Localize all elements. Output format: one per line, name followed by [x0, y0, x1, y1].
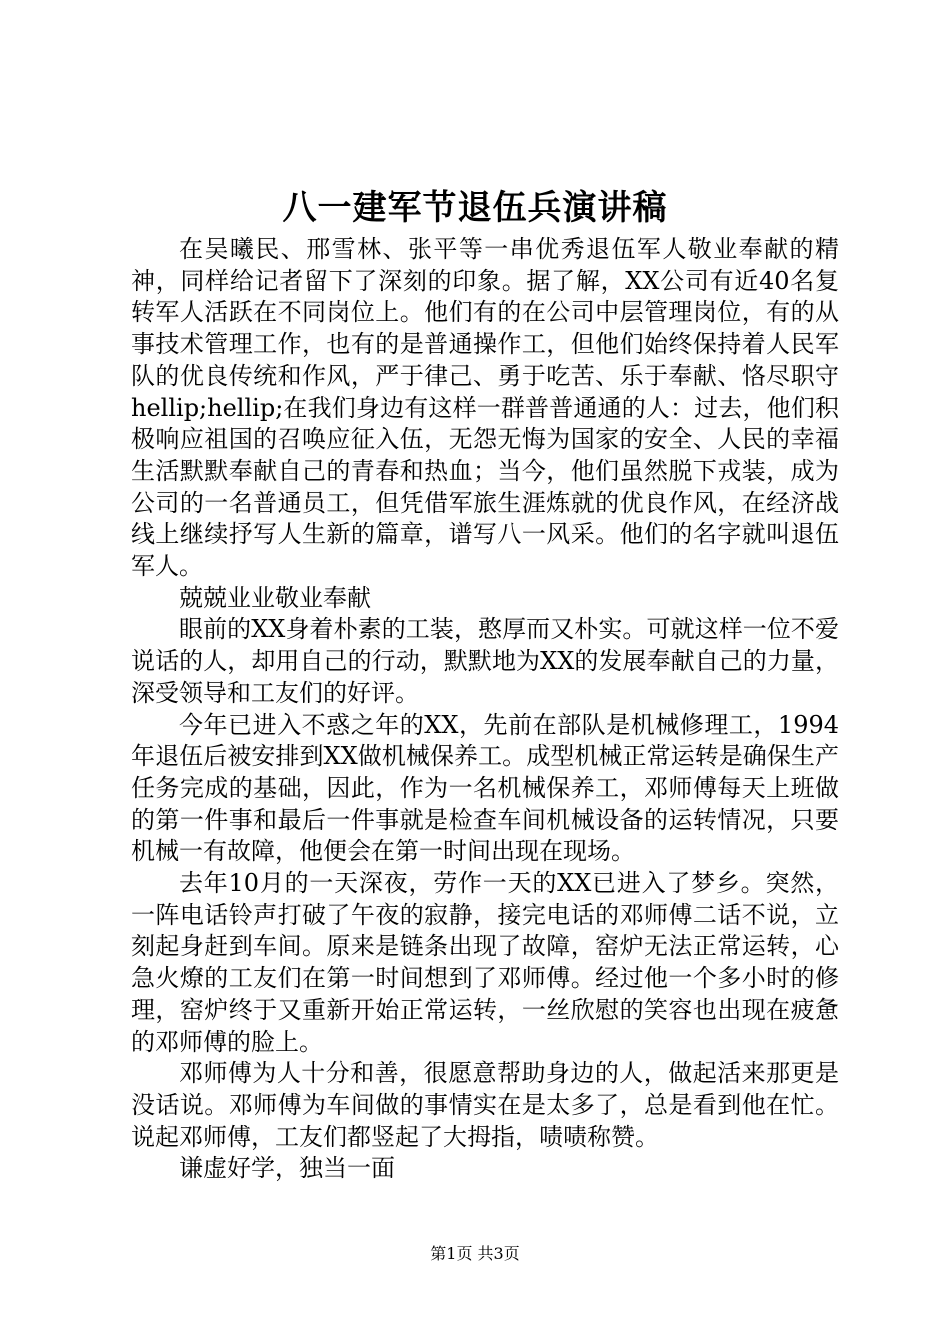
paragraph-xx-description: 眼前的XX身着朴素的工装，憨厚而又朴实。可就这样一位不爱说话的人，却用自己的行动，默默地为XX的发展奉献自己的力量，深受领导和工友们的好评。 — [131, 615, 839, 707]
paragraph-midnight-repair: 去年10月的一天深夜，劳作一天的XX已进入了梦乡。突然，一阵电话铃声打破了午夜的寂静，接完电话的邓师傅二话不说，立刻起身赶到车间。原来是链条出现了故障，窑炉无法正常运转，心急火燎的工友们在第一时间想到了邓师傅。经过他一个多小时的修理，窑炉终于又重新开始正常运转，一丝欣慰的笑容也出现在疲惫的邓师傅的脸上。 — [131, 869, 839, 1056]
page-title: 八一建军节退伍兵演讲稿 — [282, 188, 668, 228]
paragraph-praise: 邓师傅为人十分和善，很愿意帮助身边的人，做起活来那更是没话说。邓师傅为车间做的事情实在是太多了，总是看到他在忙。说起邓师傅，工友们都竖起了大拇指，啧啧称赞。 — [131, 1059, 839, 1151]
section-heading-dedication: 兢兢业业敬业奉献 — [179, 583, 371, 612]
paragraph-mechanic-duty: 今年已进入不惑之年的XX，先前在部队是机械修理工，1994年退伍后被安排到XX做机械保养工。成型机械正常运转是确保生产任务完成的基础，因此，作为一名机械保养工，邓师傅每天上班做的第一件事和最后一件事就是检查车间机械设备的运转情况，只要机械一有故障，他便会在第一时间出现在现场。 — [131, 710, 839, 866]
section-heading-humble: 谦虚好学，独当一面 — [179, 1154, 395, 1183]
paragraph-intro: 在吴曦民、邢雪林、张平等一串优秀退伍军人敬业奉献的精神，同样给记者留下了深刻的印象。据了解，XX公司有近40名复转军人活跃在不同岗位上。他们有的在公司中层管理岗位，有的从事技术管理工作，也有的是普通操作工，但他们始终保持着人民军队的优良传统和作风，严于律己、勇于吃苦、乐于奉献、恪尽职守hellip;hellip;在我们身边有这样一群普普通通的人：过去，他们积极响应祖国的召唤应征入伍，无怨无悔为国家的安全、人民的幸福生活默默奉献自己的青春和热血；当今，他们虽然脱下戎装，成为公司的一名普通员工，但凭借军旅生涯炼就的优良作风，在经济战线上继续抒写人生新的篇章，谱写八一风采。他们的名字就叫退伍军人。 — [131, 235, 839, 581]
document-body — [131, 234, 839, 1185]
page-footer: 第1页 共3页 — [430, 1244, 520, 1263]
